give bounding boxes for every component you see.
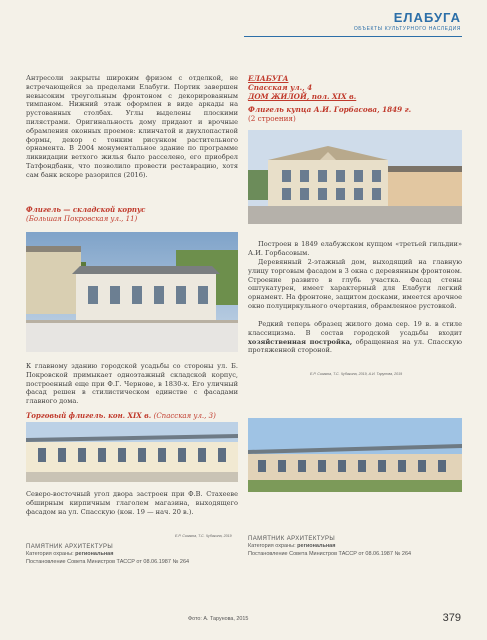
section-subtitle: ОБЪЕКТЫ КУЛЬТУРНОГО НАСЛЕДИЯ — [353, 26, 461, 32]
object-owner-sub: (2 строения) — [248, 114, 296, 123]
monument-type-left: ПАМЯТНИК АРХИТЕКТУРЫ — [26, 544, 114, 550]
monument-info-right — [248, 536, 462, 558]
left-author-credit: Е.Р. Сизакоа, Т.С. Чубакина, 2019 — [175, 534, 232, 538]
photo-trading-wing — [26, 422, 238, 482]
monument-info-left — [26, 544, 238, 566]
page-number: 379 — [442, 612, 461, 624]
decree-left: Постановление Совета Министров ТАССР от 08.06.1987 № 264 — [26, 559, 190, 565]
significance-paragraph: Редкий теперь образец жилого дома сер. 19 в. в стиле классицизма. В состав городской усадьбы входит хозяйственная постройка, обращенная на ул. Спасскую протяженной стороной. — [248, 320, 462, 355]
corner-paragraph: Северо-восточный угол двора застроен при Ф.В. Стахееве обширным кирпичным глаголем магазина, выходящего фасадом на ул. Спасскую (кон. 19 — нач. 20 в.). — [26, 490, 238, 516]
photo-outbuilding — [248, 418, 462, 492]
protection-category-right: Категория охраны: региональная — [248, 543, 336, 549]
warehouse-paragraph: К главному зданию городской усадьбы со стороны ул. Б. Покровской примыкает одноэтажный складской корпус, построенный еще при Ф.Г. Чернове, в 1830-х. Его уличный фасад решен в стилистическом единстве с фасадами главного дома. — [26, 362, 238, 406]
header-rule — [244, 36, 462, 37]
outbuilding-illustration — [248, 418, 462, 492]
photo-warehouse — [26, 232, 238, 352]
history-paragraph: Построен в 1849 елабужском купцом «третьей гильдии» А.И. Горбасовым. — [248, 240, 462, 257]
torgovy-caption-address: (Спасская ул., 3) — [153, 412, 216, 420]
decree-right: Постановление Совета Министров ТАССР от 08.06.1987 № 264 — [248, 551, 412, 557]
trading-wing-illustration — [26, 422, 238, 482]
object-building: ДОМ ЖИЛОЙ, пол. XIX в. — [248, 92, 357, 101]
fligel-caption — [26, 206, 238, 223]
object-heading — [248, 74, 462, 123]
photo-credit: Фото: А. Тарунова, 2015 — [188, 616, 249, 622]
torgovy-caption-title: Торговый флигель. кон. XIX в. — [26, 411, 152, 420]
warehouse-illustration — [26, 232, 238, 352]
photo-main-house — [248, 130, 462, 224]
object-street: Спасская ул., 4 — [248, 83, 313, 92]
monument-type-right: ПАМЯТНИК АРХИТЕКТУРЫ — [248, 536, 336, 542]
main-house-illustration — [248, 130, 462, 224]
object-owner: Флигель купца А.И. Горбасова, 1849 г. — [248, 105, 412, 114]
right-author-credit: Е.Р. Сизакоа, Т.С. Чубакина, 2019, А.И. Тарунова, 2019 — [310, 372, 403, 376]
torgovy-caption — [26, 412, 238, 421]
object-city: ЕЛАБУГА — [248, 74, 289, 83]
section-title: ЕЛАБУГА — [393, 10, 461, 25]
protection-category-left: Категория охраны: региональная — [26, 551, 114, 557]
intro-paragraph: Антресоли закрыты широким фризом с отделкой, не встречающейся за пределами Елабуги. Портик завершен невысоким треугольным фронтоном с декорированным тимпаном. Нижний этаж оформлен в виде аркады на рустованных столбах. Углы выделены плоскими пилястрами. Оригинальность дому придают и врочные обрамления оконных проемов: клинчатой и двухлопастной формы, декор с тонким рисунком растительного орнамента. В 2004 монументальное здание по программе ликвидации ветхого жилья было расселено, его приобрел Татфондбанк, что позволило провести реставрацию, хотя сам банк вскоре разорился (2016). — [26, 74, 238, 179]
fligel-caption-title: Флигель — складской корпус — [26, 205, 146, 214]
description-paragraph: Деревянный 2-этажный дом, выходящий на главную улицу торговым фасадом в 3 окна с деревянным фронтоном. Строение развито в глубь участка. Фасад стены оштукатурен, имеет характерный для Елабуги легкий орнамент. На фронтоне, защитом досками, имеется арочное окно полуциркульного очертания, обрамленное рустовкой. — [248, 258, 462, 310]
fligel-caption-address: (Большая Покровская ул., 11) — [26, 214, 138, 223]
